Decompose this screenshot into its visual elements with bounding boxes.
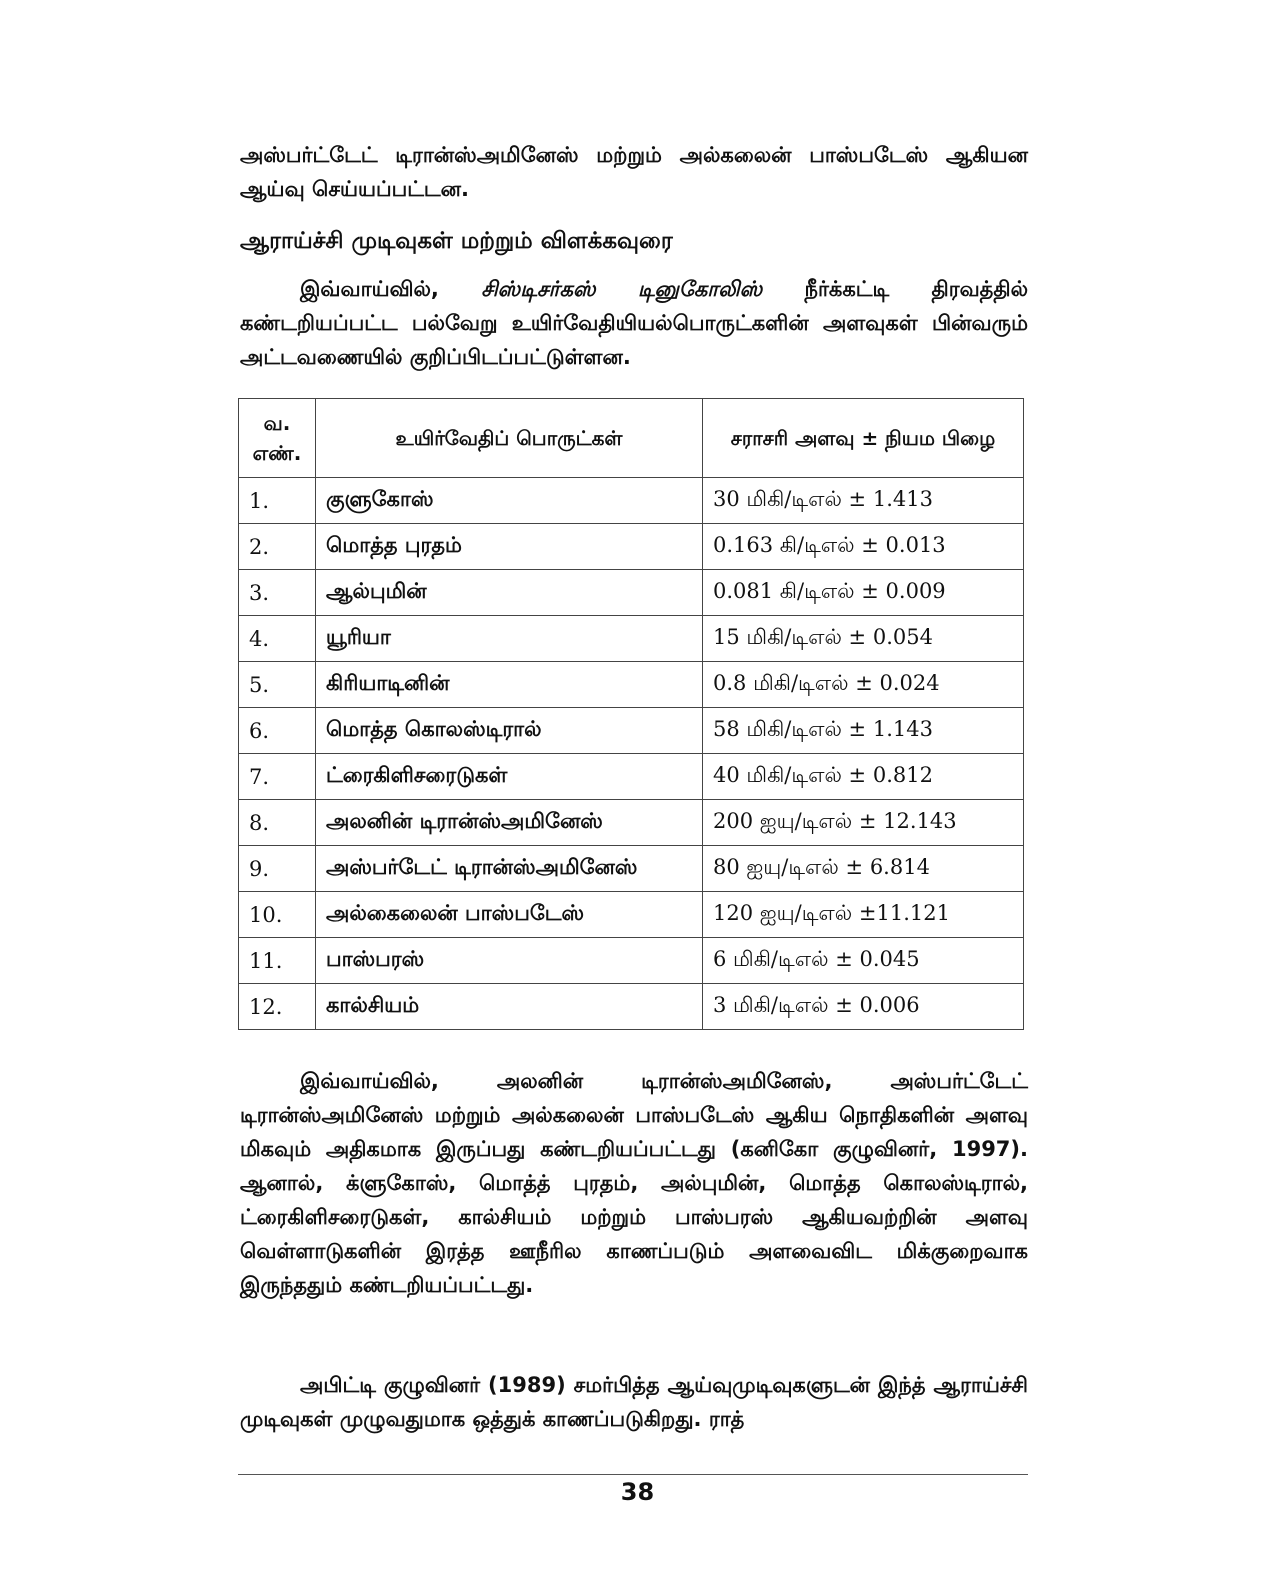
table-row bbox=[239, 708, 1024, 754]
table-row bbox=[239, 754, 1024, 800]
row-value: 3 மிகி/டிஎல் ± 0.006 bbox=[703, 984, 1024, 1030]
footer-divider bbox=[238, 1474, 1028, 1475]
row-value: 15 மிகி/டிஎல் ± 0.054 bbox=[703, 616, 1024, 662]
row-value: 30 மிகி/டிஎல் ± 1.413 bbox=[703, 478, 1024, 524]
table-row bbox=[239, 662, 1024, 708]
row-no: 6. bbox=[239, 708, 316, 754]
row-substance: ட்ரைகிளிசரைடுகள் bbox=[316, 754, 703, 800]
row-no: 9. bbox=[239, 846, 316, 892]
row-substance: குளுகோஸ் bbox=[316, 478, 703, 524]
header-substance: உயிர்வேதிப் பொருட்கள் bbox=[316, 399, 703, 478]
page-number: 38 bbox=[620, 1478, 655, 1506]
table-intro-rest: நீர்க்கட்டி திரவத்தில் கண்டறியப்பட்ட பல்வேறு உயிர்வேதியியல்பொருட்களின் அளவுகள் பின்வரும் அட்டவணையில் குறிப்பிடப்பட்டுள்ளன. bbox=[240, 277, 1028, 369]
row-no: 1. bbox=[239, 478, 316, 524]
table-row bbox=[239, 846, 1024, 892]
table-row bbox=[239, 478, 1024, 524]
table-row bbox=[239, 984, 1024, 1030]
row-substance: மொத்த புரதம் bbox=[316, 524, 703, 570]
row-substance: மொத்த கொலஸ்டிரால் bbox=[316, 708, 703, 754]
row-substance: யூரியா bbox=[316, 616, 703, 662]
header-mean-value: சராசரி அளவு ± நியம பிழை bbox=[703, 399, 1024, 478]
table-header-row bbox=[239, 399, 1024, 478]
row-value: 40 மிகி/டிஎல் ± 0.812 bbox=[703, 754, 1024, 800]
table-intro-lead: இவ்வாய்வில், bbox=[300, 277, 482, 301]
table-row bbox=[239, 570, 1024, 616]
species-name: சிஸ்டிசர்கஸ் டினுகோலிஸ் bbox=[481, 277, 763, 301]
row-substance: அல்கைலைன் பாஸ்படேஸ் bbox=[316, 892, 703, 938]
row-substance: கிரியாடினின் bbox=[316, 662, 703, 708]
row-value: 0.8 மிகி/டிஎல் ± 0.024 bbox=[703, 662, 1024, 708]
row-value: 58 மிகி/டிஎல் ± 1.143 bbox=[703, 708, 1024, 754]
row-substance: கால்சியம் bbox=[316, 984, 703, 1030]
table-row bbox=[239, 800, 1024, 846]
row-value: 6 மிகி/டிஎல் ± 0.045 bbox=[703, 938, 1024, 984]
row-value: 0.081 கி/டிஎல் ± 0.009 bbox=[703, 570, 1024, 616]
row-value: 120 ஐயு/டிஎல் ±11.121 bbox=[703, 892, 1024, 938]
table-intro-paragraph bbox=[240, 272, 1028, 374]
table-row bbox=[239, 524, 1024, 570]
row-no: 4. bbox=[239, 616, 316, 662]
row-no: 3. bbox=[239, 570, 316, 616]
row-no: 5. bbox=[239, 662, 316, 708]
row-no: 12. bbox=[239, 984, 316, 1030]
row-substance: அலனின் டிரான்ஸ்அமினேஸ் bbox=[316, 800, 703, 846]
comparison-paragraph: அபிட்டி குழுவினர் (1989) சமர்பித்த ஆய்வுமுடிவுகளுடன் இந்த் ஆராய்ச்சி முடிவுகள் முழுவதுமாக ஒத்துக் காணப்படுகிறது. ராத் bbox=[240, 1373, 1028, 1431]
row-substance: அஸ்பர்டேட் டிரான்ஸ்அமினேஸ் bbox=[316, 846, 703, 892]
row-value: 0.163 கி/டிஎல் ± 0.013 bbox=[703, 524, 1024, 570]
row-no: 10. bbox=[239, 892, 316, 938]
table-row bbox=[239, 892, 1024, 938]
intro-paragraph: அஸ்பர்ட்டேட் டிரான்ஸ்அமினேஸ் மற்றும் அல்கலைன் பாஸ்படேஸ் ஆகியன ஆய்வு செய்யப்பட்டன. bbox=[240, 143, 1028, 201]
row-value: 80 ஐயு/டிஎல் ± 6.814 bbox=[703, 846, 1024, 892]
biochemical-table bbox=[238, 398, 1024, 1030]
table-row bbox=[239, 616, 1024, 662]
section-heading: ஆராய்ச்சி முடிவுகள் மற்றும் விளக்கவுரை bbox=[240, 228, 673, 254]
header-serial-no: வ. எண். bbox=[239, 399, 316, 478]
row-no: 8. bbox=[239, 800, 316, 846]
row-substance: பாஸ்பரஸ் bbox=[316, 938, 703, 984]
row-no: 2. bbox=[239, 524, 316, 570]
row-substance: ஆல்புமின் bbox=[316, 570, 703, 616]
row-no: 11. bbox=[239, 938, 316, 984]
row-no: 7. bbox=[239, 754, 316, 800]
row-value: 200 ஐயு/டிஎல் ± 12.143 bbox=[703, 800, 1024, 846]
results-paragraph: இவ்வாய்வில், அலனின் டிரான்ஸ்அமினேஸ், அஸ்பர்ட்டேட் டிரான்ஸ்அமினேஸ் மற்றும் அல்கலைன் பாஸ்படேஸ் ஆகிய நொதிகளின் அளவு மிகவும் அதிகமாக இருப்பது கண்டறியப்பட்டது (கனிகோ குழுவினர், 1997). ஆனால், க்ளுகோஸ், மொத்த் புரதம், அல்புமின், மொத்த கொலஸ்டிரால், ட்ரைகிளிசரைடுகள், கால்சியம் மற்றும் பாஸ்பரஸ் ஆகியவற்றின் அளவு வெள்ளாடுகளின் இரத்த ஊநீரில காணப்படும் அளவைவிட மிக்குறைவாக இருந்ததும் கண்டறியப்பட்டது. bbox=[240, 1069, 1028, 1297]
table-row bbox=[239, 938, 1024, 984]
